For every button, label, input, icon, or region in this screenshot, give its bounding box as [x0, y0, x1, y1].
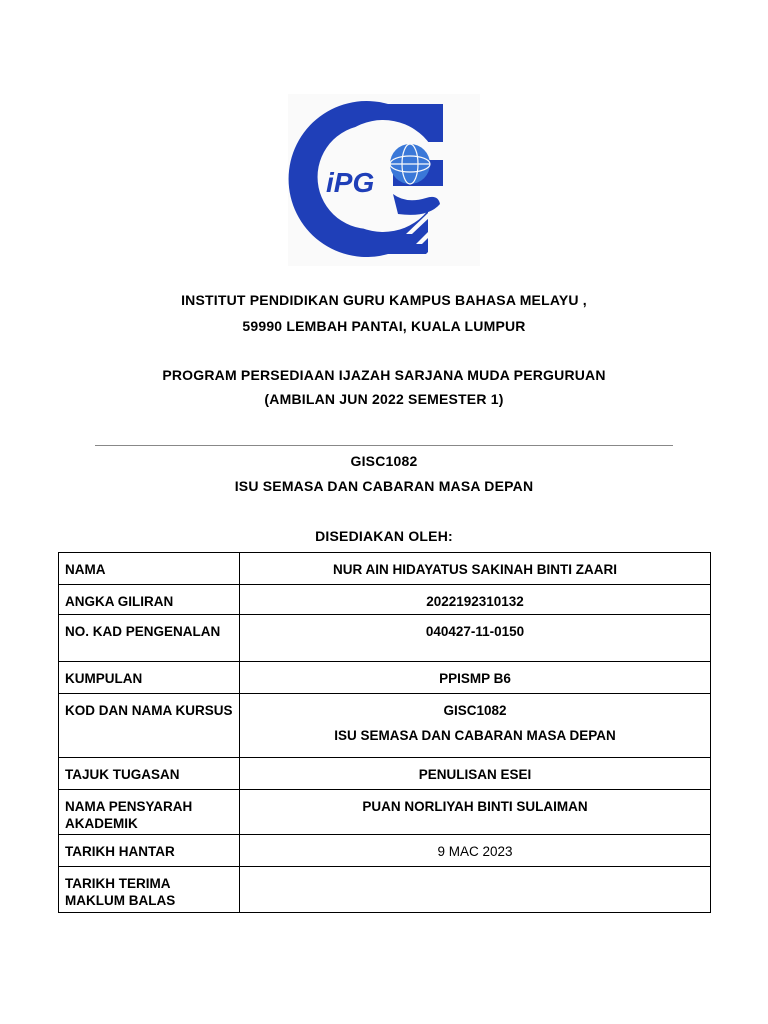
table-row [59, 694, 711, 758]
ipg-logo-graphic [288, 94, 480, 266]
row-value-line-2: ISU SEMASA DAN CABARAN MASA DEPAN [334, 728, 616, 743]
logo-text: iPG [326, 167, 375, 198]
course-name: ISU SEMASA DAN CABARAN MASA DEPAN [234, 478, 534, 494]
program-line-2: (AMBILAN JUN 2022 SEMESTER 1) [264, 391, 504, 407]
table-row [59, 615, 711, 662]
row-value: PPISMP B6 [240, 662, 711, 694]
row-label: NO. KAD PENGENALAN [59, 615, 240, 662]
row-label: KOD DAN NAMA KURSUS [59, 694, 240, 758]
row-value: NUR AIN HIDAYATUS SAKINAH BINTI ZAARI [240, 553, 711, 585]
row-value [240, 867, 711, 913]
institution-line-2: 59990 LEMBAH PANTAI, KUALA LUMPUR [242, 318, 526, 334]
row-label: ANGKA GILIRAN [59, 585, 240, 615]
table-row [59, 867, 711, 913]
divider [95, 445, 673, 446]
row-label: TAJUK TUGASAN [59, 758, 240, 790]
row-label: NAMA PENSYARAH AKADEMIK [59, 790, 240, 835]
table-row [59, 835, 711, 867]
row-value: 040427-11-0150 [240, 615, 711, 662]
table-row [59, 758, 711, 790]
table-row [59, 585, 711, 615]
table-row [59, 662, 711, 694]
row-label: NAMA [59, 553, 240, 585]
row-value: 9 MAC 2023 [240, 835, 711, 867]
row-value [240, 694, 711, 758]
table-row [59, 553, 711, 585]
row-value-line-1: GISC1082 [443, 703, 507, 718]
prepared-by-label: DISEDIAKAN OLEH: [315, 528, 453, 544]
ipg-logo [288, 94, 480, 266]
student-info-table [58, 552, 711, 913]
course-code: GISC1082 [350, 453, 418, 469]
row-value: PENULISAN ESEI [240, 758, 711, 790]
row-value: PUAN NORLIYAH BINTI SULAIMAN [240, 790, 711, 835]
row-label: TARIKH TERIMA MAKLUM BALAS [59, 867, 240, 913]
row-label: KUMPULAN [59, 662, 240, 694]
table-row [59, 790, 711, 835]
row-value: 2022192310132 [240, 585, 711, 615]
row-label: TARIKH HANTAR [59, 835, 240, 867]
program-line-1: PROGRAM PERSEDIAAN IJAZAH SARJANA MUDA PERGURUAN [162, 367, 606, 383]
institution-line-1: INSTITUT PENDIDIKAN GURU KAMPUS BAHASA MELAYU , [181, 292, 587, 308]
